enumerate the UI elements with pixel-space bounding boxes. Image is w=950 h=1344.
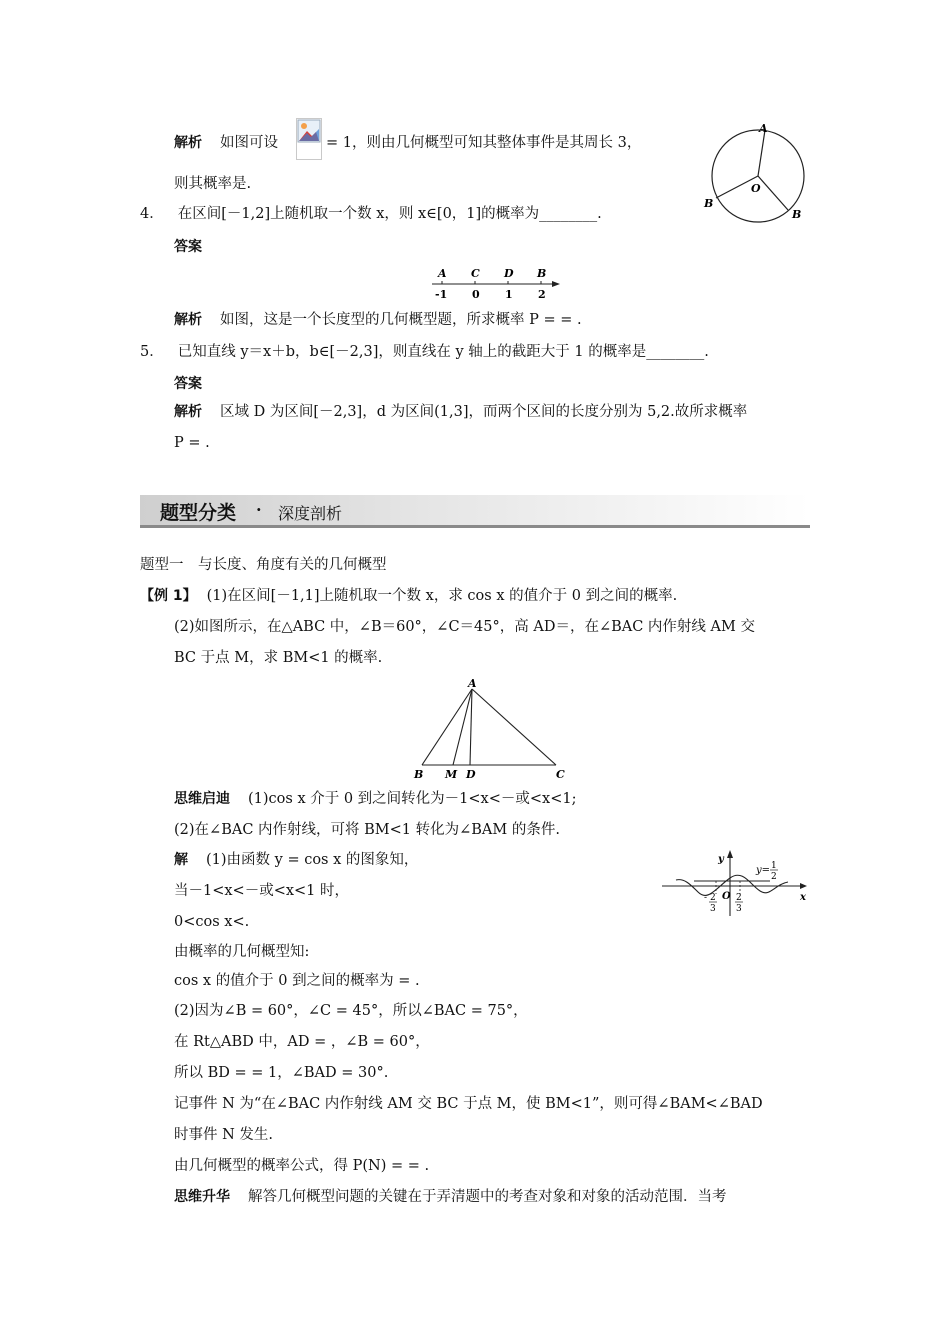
answer-label: 答案 bbox=[174, 239, 202, 255]
graph-eq-num: 1 bbox=[771, 861, 777, 871]
circle-figure bbox=[700, 120, 815, 225]
analysis-label: 解析 bbox=[174, 312, 202, 328]
q4-stem: 4． 在区间[－1,2]上随机取一个数 x，则 x∈[0，1]的概率为________. bbox=[140, 206, 602, 222]
summary-line: 思维升华 解答几何概型问题的关键在于弄清题中的考查对象和对象的活动范围．当考 bbox=[174, 1189, 727, 1205]
broken-image-icon bbox=[296, 118, 322, 160]
graph-label-x: x bbox=[800, 892, 806, 903]
hint-label: 思维启迪 bbox=[174, 791, 230, 807]
nl-value-1: 1 bbox=[505, 288, 513, 301]
q3-analysis-line-2: 则其概率是. bbox=[174, 176, 252, 192]
graph-neg-num: 2 bbox=[710, 893, 716, 903]
label-B-right: B bbox=[792, 208, 802, 221]
graph-pos-den: 3 bbox=[736, 904, 742, 914]
summary-label: 思维升华 bbox=[174, 1189, 230, 1205]
section-subtitle: 深度剖析 bbox=[278, 504, 343, 523]
solution-line-6: (2)因为∠B = 60°，∠C = 45°，所以∠BAC = 75°， bbox=[174, 1003, 528, 1019]
solution-line-11: 由几何概型的概率公式，得 P(N) = = . bbox=[174, 1158, 430, 1174]
example1-part2a: (2)如图所示，在△ABC 中，∠B＝60°，∠C＝45°，高 AD＝，在∠BAC 内作射线 AM 交 bbox=[174, 619, 755, 635]
tri-label-M: M bbox=[445, 768, 458, 781]
example1-part1: 【例 1】 (1)在区间[－1,1]上随机取一个数 x，求 cos x 的值介于 0 到之间的概率. bbox=[140, 588, 678, 604]
hint-line-1: 思维启迪 (1)cos x 介于 0 到之间转化为－1<x<－或<x<1; bbox=[174, 791, 577, 807]
q5-analysis-2: P = . bbox=[174, 435, 210, 451]
graph-eq-den: 2 bbox=[771, 872, 777, 882]
graph-label-origin: O bbox=[722, 891, 731, 902]
hint-line-2: (2)在∠BAC 内作射线，可将 BM<1 转化为∠BAM 的条件. bbox=[174, 822, 560, 838]
type1-heading: 题型一 与长度、角度有关的几何概型 bbox=[140, 557, 387, 573]
example-tag: 【例 1】 bbox=[140, 588, 197, 604]
label-A: A bbox=[759, 122, 768, 135]
q5-stem: 5． 已知直线 y＝x＋b，b∈[－2,3]，则直线在 y 轴上的截距大于 1 的概率是________. bbox=[140, 344, 709, 360]
section-title: 题型分类 bbox=[160, 502, 237, 524]
q3-analysis-line-1b: = 1，则由几何概型可知其整体事件是其周长 3， bbox=[326, 135, 642, 151]
nl-label-B: B bbox=[537, 267, 547, 280]
nl-value-2: 2 bbox=[538, 288, 546, 301]
side-AC bbox=[472, 689, 556, 765]
triangle-figure bbox=[410, 675, 575, 781]
section-dot: · bbox=[256, 500, 262, 519]
radius-OB-right bbox=[758, 176, 788, 210]
nl-label-A: A bbox=[438, 267, 447, 280]
nl-value-0: 0 bbox=[472, 288, 480, 301]
analysis-label: 解析 bbox=[174, 135, 202, 151]
nl-value-minus1: -1 bbox=[435, 288, 448, 301]
tri-label-A: A bbox=[468, 677, 477, 690]
solution-line-3: 0<cos x<. bbox=[174, 914, 250, 930]
section-banner bbox=[140, 495, 810, 529]
q4-analysis: 解析 如图，这是一个长度型的几何概型题，所求概率 P = = . bbox=[174, 312, 582, 328]
tri-label-D: D bbox=[466, 768, 476, 781]
graph-eq-left: y= bbox=[756, 865, 771, 876]
nl-label-C: C bbox=[471, 267, 480, 280]
solution-line-7: 在 Rt△ABD 中，AD = ，∠B = 60°， bbox=[174, 1034, 430, 1050]
side-AB bbox=[422, 689, 472, 765]
graph-neg-den: 3 bbox=[710, 904, 716, 914]
solution-line-4: 由概率的几何概型知: bbox=[174, 944, 310, 960]
height-AD bbox=[470, 689, 472, 765]
y-axis-arrow bbox=[727, 850, 733, 858]
solution-line-10: 时事件 N 发生. bbox=[174, 1127, 274, 1143]
solution-line-8: 所以 BD = = 1，∠BAD = 30°. bbox=[174, 1065, 389, 1081]
solution-line-2: 当－1<x<－或<x<1 时， bbox=[174, 883, 350, 899]
graph-label-y: y bbox=[718, 854, 724, 865]
solution-line-1: 解 (1)由函数 y = cos x 的图象知， bbox=[174, 852, 419, 868]
label-O: O bbox=[751, 182, 761, 195]
q5-answer bbox=[174, 374, 202, 394]
solution-line-5: cos x 的值介于 0 到之间的概率为 = . bbox=[174, 973, 420, 989]
solution-line-9: 记事件 N 为“在∠BAC 内作射线 AM 交 BC 于点 M，使 BM<1”，则可得∠BAM<∠BAD bbox=[174, 1096, 763, 1112]
axis-arrow bbox=[552, 281, 560, 287]
ray-AM bbox=[453, 689, 472, 765]
solution-label: 解 bbox=[174, 852, 188, 868]
nl-label-D: D bbox=[504, 267, 514, 280]
example1-part2b: BC 于点 M，求 BM<1 的概率. bbox=[174, 650, 383, 666]
number-line-figure bbox=[428, 262, 568, 302]
tri-label-B: B bbox=[414, 768, 424, 781]
radius-OA bbox=[758, 130, 765, 176]
analysis-label: 解析 bbox=[174, 404, 202, 420]
q5-analysis: 解析 区域 D 为区间[－2,3]，d 为区间(1,3]，而两个区间的长度分别为 5,2.故所求概率 bbox=[174, 404, 748, 420]
tri-label-C: C bbox=[556, 768, 565, 781]
graph-neg-sign: - bbox=[704, 893, 708, 903]
q3-analysis-line-1: 解析 如图可设 bbox=[174, 135, 278, 151]
x-axis-arrow bbox=[800, 883, 807, 889]
q4-answer bbox=[174, 237, 202, 257]
answer-label: 答案 bbox=[174, 376, 202, 392]
graph-pos-num: 2 bbox=[736, 893, 742, 903]
cos-graph-figure bbox=[660, 848, 812, 920]
label-B-left: B bbox=[704, 197, 714, 210]
